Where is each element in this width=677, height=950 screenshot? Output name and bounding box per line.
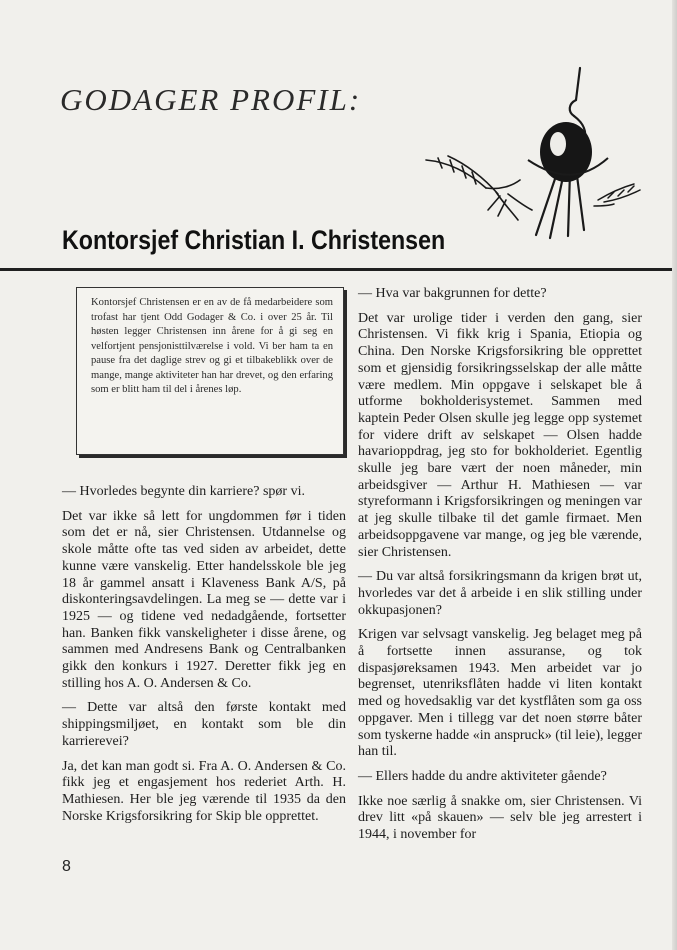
paragraph: — Dette var altså den første kontakt med shippingsmiljøet, en kontakt som ble din karrierevei? xyxy=(62,700,346,749)
right-column xyxy=(358,286,642,852)
page-edge xyxy=(672,0,677,950)
paragraph: — Ellers hadde du andre aktiviteter gående? xyxy=(358,768,607,784)
paragraph: Det var ikke så lett for ungdommen før i tiden som det er nå, sier Christensen. Utdannelse og skole måtte ofte tas ved siden av arbeidet, dette kunne være vanskelig. Etter handelsskole ble jeg 18 år gammel ansatt i Klaveness Bank A/S, på diskonteringsavdelingen. La meg se — dette var i 1925 — og tidene ved nedadgående, fortsetter han. Banken fikk vanskeligheter i disse årene, og sammen med Andresens Bank og Centralbanken gikk den konkurs i 1927. Deretter fikk jeg en stilling hos A. O. Andersen & Co. xyxy=(62,508,346,691)
section-heading: GODAGER PROFIL: xyxy=(60,82,362,117)
intro-text: Kontorsjef Christensen er en av de få medarbeidere som trofast har tjent Odd Godager & Co. i over 25 år. Til høsten legger Christensen inn årene for å gi seg en velfortjent pensjonisttilværelse i vold. Vi ber ham ta en pause fra det daglige strev og gi et tilbakeblikk over de mange, mange aktiviteter han har drevet, og den erfaring som er blitt ham til del i årenes løp. xyxy=(91,297,333,395)
page-number: 8 xyxy=(62,858,71,875)
intro-box xyxy=(76,287,344,455)
paragraph: Ja, det kan man godt si. Fra A. O. Andersen & Co. fikk jeg et engasjement hos rederiet Arth. H. Mathiesen. Her ble jeg værende til 1935 da den Norske Krigsforsikring for Skip ble opprettet. xyxy=(62,758,346,824)
paragraph: Krigen var selvsagt vanskelig. Jeg belaget meg på å fortsette innen assuranse, og tok dispasjøreksamen 1943. Men arbeidet var jo begrenset, utenriksflåten hadde vi liten kontakt med og hovedsaklig var det kystflåten som ga oss oppgaver. Men i tillegg var det noen større båter som tyskerne hadde «in anspruck» (til leie), legger han til. xyxy=(358,627,642,760)
left-column xyxy=(62,484,346,833)
seagulls-buoy-illustration xyxy=(408,60,648,245)
paragraph: Ikke noe særlig å snakke om, sier Christensen. Vi drev litt «på skauen» — selv ble jeg arrestert i 1944, i november for xyxy=(358,793,642,843)
paragraph: — Hva var bakgrunnen for dette? xyxy=(358,286,547,301)
article-title: Kontorsjef Christian I. Christensen xyxy=(62,225,446,255)
title-divider xyxy=(0,268,672,271)
paragraph: — Hvorledes begynte din karriere? spør vi. xyxy=(62,484,305,499)
paragraph: Det var urolige tider i verden den gang, sier Christensen. Vi fikk krig i Spania, Etiopia og China. Den Norske Krigsforsikring ble opprettet som et gjensidig forsikringsselskap der alle måtte være medlem. Min oppgave i selskapet ble å utforme bokholderisystemet. Sammen med kaptein Peder Olsen skulle jeg legge opp systemet for videre drift av selskapet — Olsen hadde havarioppdrag, jeg sto for bokholderiet. Egentlig skulle jeg bare vært der noen måneder, min arbeidsgiver — Arthur H. Mathiesen — var styreformann i Krigsforsikringen og meningen var at jeg skulle tilbake til det gamle firmaet. Men arbeidsoppgavene var mange, og jeg ble værende, sier Christensen. xyxy=(358,310,642,560)
paragraph: — Du var altså forsikringsmann da krigen brøt ut, hvorledes var det å arbeide i en slik stilling under okkupasjonen? xyxy=(358,569,642,618)
